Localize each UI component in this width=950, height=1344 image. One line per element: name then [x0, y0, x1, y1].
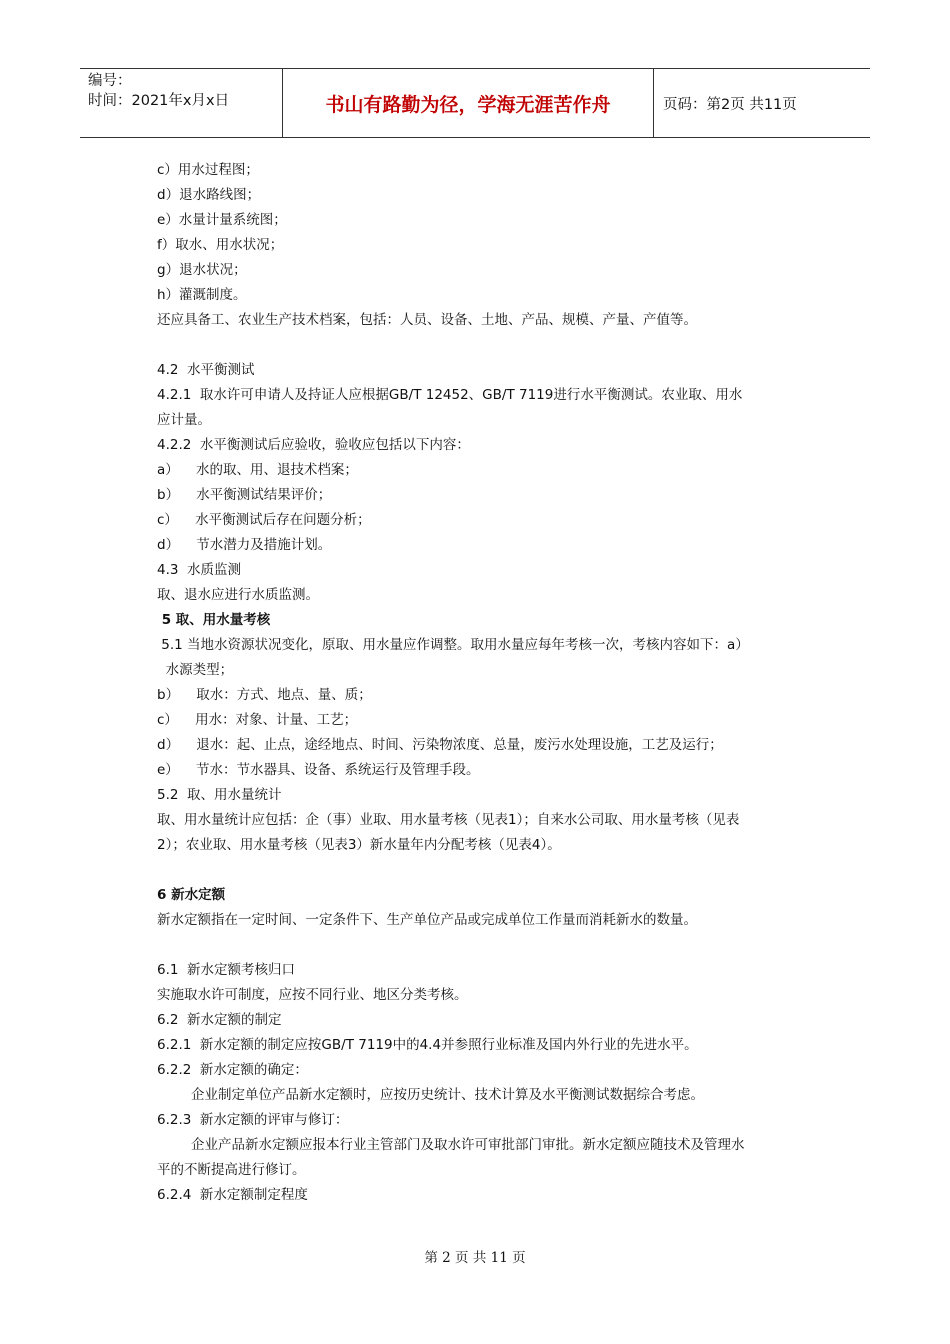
- text-line: d）退水路线图；: [157, 187, 261, 203]
- document-body: [157, 158, 797, 1208]
- blank-line: [157, 858, 797, 883]
- list-item: c） 水平衡测试后存在问题分析；: [157, 512, 371, 528]
- list-item: c） 用水：对象、计量、工艺；: [157, 712, 358, 728]
- number-label: 编号：: [88, 73, 132, 89]
- page-header: [80, 68, 870, 138]
- list-item: b） 水平衡测试结果评价；: [157, 487, 332, 503]
- text-line: e）水量计量系统图；: [157, 212, 287, 228]
- text-line: g）退水状况；: [157, 262, 247, 278]
- text-line: 5.1 当地水资源状况变化，原取、用水量应作调整。取用水量应每年考核一次，考核内容如下：a）: [157, 637, 749, 653]
- blank-line: [157, 933, 797, 958]
- text-line: h）灌溉制度。: [157, 287, 247, 303]
- section-heading: 4.2 水平衡测试: [157, 362, 255, 378]
- section-heading: 4.3 水质监测: [157, 562, 242, 578]
- text-line: 取、退水应进行水质监测。: [157, 587, 319, 603]
- text-line: 6.2.2 新水定额的确定：: [157, 1062, 308, 1078]
- list-item: a） 水的取、用、退技术档案；: [157, 462, 358, 478]
- section-heading: 5.2 取、用水量统计: [157, 787, 282, 803]
- section-heading: 6.1 新水定额考核归口: [157, 962, 296, 978]
- section-heading: 6.2 新水定额的制定: [157, 1012, 282, 1028]
- text-line: 还应具备工、农业生产技术档案，包括：人员、设备、土地、产品、规模、产量、产值等。: [157, 312, 697, 328]
- text-line: 4.2.2 水平衡测试后应验收，验收应包括以下内容：: [157, 437, 470, 453]
- text-line: 新水定额指在一定时间、一定条件下、生产单位产品或完成单位工作量而消耗新水的数量。: [157, 912, 697, 928]
- chapter-heading: 6 新水定额: [157, 887, 226, 903]
- page-footer: 第 2 页 共 11 页: [424, 1250, 526, 1266]
- text-line: 企业产品新水定额应报本行业主管部门及取水许可审批部门审批。新水定额应随技术及管理水: [191, 1137, 745, 1153]
- header-meta: [80, 69, 282, 137]
- list-item: d） 退水：起、止点，途经地点、时间、污染物浓度、总量，废污水处理设施，工艺及运行；: [157, 737, 723, 753]
- text-line: f）取水、用水状况；: [157, 237, 284, 253]
- list-item: e） 节水：节水器具、设备、系统运行及管理手段。: [157, 762, 480, 778]
- text-line: 实施取水许可制度，应按不同行业、地区分类考核。: [157, 987, 468, 1003]
- list-item: d） 节水潜力及措施计划。: [157, 537, 332, 553]
- header-motto: 书山有路勤为径，学海无涯苦作舟: [282, 69, 654, 137]
- text-line: 2）；农业取、用水量考核（见表3）新水量年内分配考核（见表4）。: [157, 837, 561, 853]
- text-line: 6.2.1 新水定额的制定应按GB/T 7119中的4.4并参照行业标准及国内外行业的先进水平。: [157, 1037, 698, 1053]
- text-line: 6.2.4 新水定额制定程度: [157, 1187, 308, 1203]
- text-line: 平的不断提高进行修订。: [157, 1162, 306, 1178]
- text-line: 应计量。: [157, 412, 211, 428]
- text-line: 企业制定单位产品新水定额时，应按历史统计、技术计算及水平衡测试数据综合考虑。: [191, 1087, 704, 1103]
- chapter-heading: 5 取、用水量考核: [157, 612, 271, 628]
- text-line: 水源类型；: [157, 662, 234, 678]
- header-page-label: 页码：第2页 共11页: [663, 96, 797, 113]
- text-line: c）用水过程图；: [157, 162, 259, 178]
- text-line: 6.2.3 新水定额的评审与修订：: [157, 1112, 349, 1128]
- text-line: 4.2.1 取水许可申请人及持证人应根据GB/T 12452、GB/T 7119进行水平衡测试。农业取、用水: [157, 387, 743, 403]
- blank-line: [157, 333, 797, 358]
- time-label: 时间：2021年x月x日: [88, 93, 230, 109]
- list-item: b） 取水：方式、地点、量、质；: [157, 687, 372, 703]
- text-line: 取、用水量统计应包括：企（事）业取、用水量考核（见表1）；自来水公司取、用水量考核（见表: [157, 812, 740, 828]
